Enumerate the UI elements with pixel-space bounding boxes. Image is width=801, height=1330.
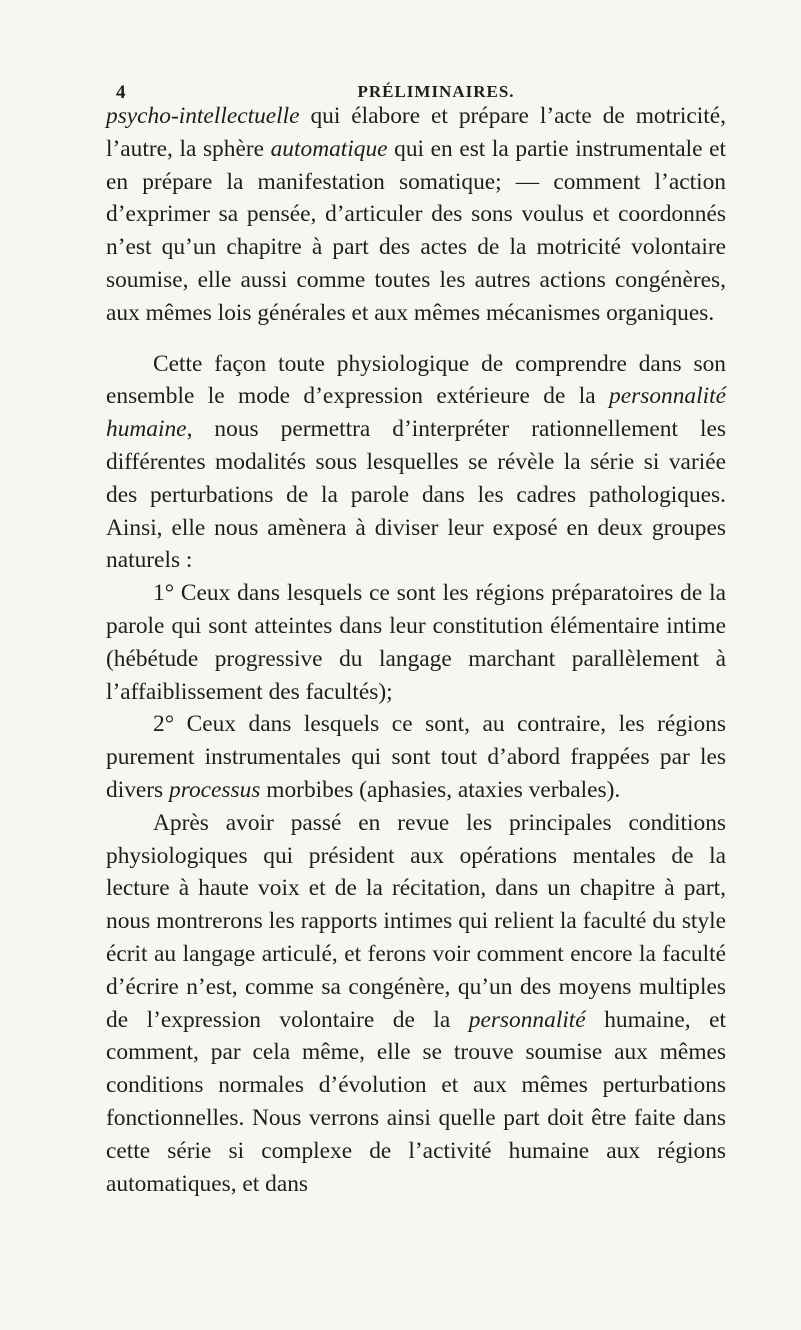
text-segment: processus — [169, 776, 261, 803]
paragraph-2 — [106, 348, 726, 578]
text-segment: humaine, et comment, par cela même, elle se trouve soumise aux mêmes conditions normales d’évolution et aux mêmes perturbations fonctionnelles. Nous verrons ainsi quelle part doit être faite dans cette série si complexe de l’activité humaine aux régions automatiques, et dans — [106, 1006, 726, 1197]
text-segment: 2° Ceux dans lesquels ce sont, au contraire, les régions purement instrumentales qui sont tout d’abord frappées par les divers — [106, 711, 726, 803]
page-number: 4 — [116, 82, 126, 103]
paragraph-4 — [106, 708, 726, 806]
text-segment: personnalité humaine — [106, 383, 726, 443]
text-segment: psycho-intellectuelle — [106, 103, 300, 129]
text-segment: morbibes (aphasies, ataxies verbales). — [260, 776, 621, 803]
paragraph-5 — [106, 807, 726, 1201]
paragraph-3 — [106, 577, 726, 708]
paragraph-1 — [106, 100, 726, 330]
running-head: PRÉLIMINAIRES. — [357, 82, 515, 101]
text-segment: 1° Ceux dans lesquels ce sont les régions préparatoires de la parole qui sont atteintes dans leur constitution élémentaire intime (hébétude progressive du langage marchant parallèlement à l’affaiblissement des facultés); — [106, 580, 726, 705]
page-body — [106, 100, 726, 1200]
text-segment: personnalité — [468, 1006, 586, 1033]
text-segment: qui en est la partie instrumentale et en prépare la manifestation somatique; — comment l’action d’exprimer sa pensée, d’articuler des sons voulus et coordonnés n’est qu’un chapitre à part des actes de la motricité volontaire soumise, elle aussi comme toutes les autres actions congénères, aux mêmes lois générales et aux mêmes mécanismes organiques. — [106, 135, 727, 326]
text-segment: automatique — [270, 135, 388, 162]
text-segment: , nous permettra d’interpréter rationnellement les différentes modalités sous lesquelles se révèle la série si variée des perturbations de la parole dans les cadres pathologiques. Ainsi, elle nous amènera à diviser leur exposé en deux groupes naturels : — [106, 416, 726, 574]
text-segment: Après avoir passé en revue les principales conditions physiologiques qui président aux opérations mentales de la lecture à haute voix et de la récitation, dans un chapitre à part, nous montrerons les rapports intimes qui relient la faculté du style écrit au langage articulé, et ferons voir comment encore la faculté d’écrire n’est, comme sa congénère, qu’un des moyens multiples de l’expression volontaire de la — [106, 809, 726, 1033]
text-segment: Cette façon toute physiologique de comprendre dans son ensemble le mode d’expression extérieure de la — [106, 350, 726, 410]
text-segment: qui élabore et prépare l’acte de motricité, l’autre, la sphère — [106, 103, 726, 162]
